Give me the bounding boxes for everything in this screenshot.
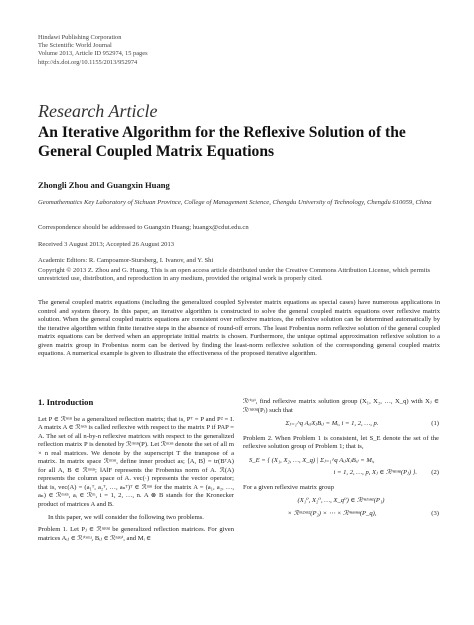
right-column	[243, 398, 439, 524]
header-line: Volume 2013, Article ID 952974, 15 pages	[38, 50, 148, 58]
correspondence: Correspondence should be addressed to Guangxin Huang; huangx@cdut.edu.cn	[38, 224, 249, 231]
equation-body: × ℛʳⁿ²ˣⁿ²(P₂) × ⋯ × ℛʳⁿᵠˣⁿᵠ(P_q),	[287, 509, 377, 517]
left-column	[38, 398, 234, 547]
equation-number: (1)	[431, 420, 439, 428]
authors: Zhongli Zhou and Guangxin Huang	[38, 180, 170, 190]
abstract: The general coupled matrix equations (including the generalized coupled Sylvester matrix equations as special cases) have numerous applications in control and system theory. In this paper, an iterative algorithm is constructed to solve the general coupled matrix equations over reflexive matrix solution. When the general coupled matrix equations are consistent over reflexive matrices, the reflexive solution can be determined automatically by the iterative algorithm within finite iterative steps in the absence of round-off errors. The least Frobenius norm reflexive solution of the general coupled matrix equations can be derived when an appropriate initial matrix is chosen. Furthermore, the unique optimal approximation reflexive solution to a given matrix group in Frobenius norm can be derived by finding the least-norm reflexive solution of the corresponding general coupled matrix equations. A numerical example is given to illustrate the effectiveness of the proposed iterative algorithm.	[38, 299, 440, 358]
paragraph: For a given reflexive matrix group	[243, 483, 335, 491]
affiliation: Geomathematics Key Laboratory of Sichuan Province, College of Management Science, Chengdu University of Technology, Chengdu 610059, China	[38, 199, 432, 206]
paragraph: Let P ∈ ℛⁿˣⁿ be a generalized reflection matrix; that is, Pᵀ = P and P² = I. A matrix A ∈ ℛⁿˣⁿ is called reflexive with respect to the matrix P if PAP = A. The set of all n-by-n reflexive matrices with respect to the generalized reflection matrix P is denoted by ℛʳⁿˣⁿ(P). Let ℛᵐˣⁿ denote the set of all m × n real matrices. We denote by the superscript T the transpose of a matrix. In matrix space ℛᵐˣⁿ, define inner product as; ⟨A, B⟩ = tr(BᵀA) for all A, B ∈ ℛᵐˣⁿ; ‖A‖F represents the Frobenius norm of A. ℛ(A) represents the column space of A. vec(·) represents the vector operator; that is, vec(A) = (a₁ᵀ, a₂ᵀ, …, aₙᵀ)ᵀ ∈ ℛᵐⁿ for the matrix A = (a₁, a₂, …, aₙ) ∈ ℛᵐˣⁿ, aᵢ ∈ ℛᵐ, i = 1, 2, …, n. A ⊗ B stands for the Kronecker product of matrices A and B.	[38, 415, 234, 509]
equation-2	[243, 457, 439, 478]
equation-body: S_E = { (X₁, X₂, …, X_q) | Σⱼ₌₁^q AᵢⱼXⱼBᵢⱼ = Mᵢ,	[249, 456, 375, 464]
section-heading: 1. Introduction	[38, 397, 94, 407]
header-line: Hindawi Publishing Corporation	[38, 34, 122, 41]
paragraph: Problem 1. Let Pⱼ ∈ ℛⁿʲˣⁿʲ be generalized reflection matrices. For given matrices Aᵢⱼ ∈ ℛʳⁱˣᵐʲ, Bᵢⱼ ∈ ℛⁿʲˣˢⁱ, and Mᵢ ∈	[38, 526, 234, 542]
equation-body: Σⱼ₌₁^q AᵢⱼXⱼBᵢⱼ = Mᵢ, i = 1, 2, …, p.	[285, 420, 379, 428]
academic-editors: Academic Editors: R. Campoamor-Stursberg, I. Ivanov, and Y. Shi	[38, 257, 214, 264]
equation-1	[243, 420, 439, 429]
dates: Received 3 August 2013; Accepted 26 August 2013	[38, 241, 175, 248]
equation-body: i = 1, 2, …, p, Xⱼ ∈ ℛʳⁿʲˣⁿʲ(Pⱼ) }.	[333, 469, 417, 477]
equation-body: (X₁⁰, X₂⁰, …, X_q⁰) ∈ ℛʳⁿ¹ˣⁿ¹(P₁)	[297, 497, 385, 505]
equation-number: (3)	[431, 509, 439, 517]
doi-link[interactable]: http://dx.doi.org/10.1155/2013/952974	[38, 58, 138, 66]
equation-number: (2)	[431, 469, 439, 477]
paragraph: In this paper, we will consider the following two problems.	[48, 513, 204, 521]
paragraph: ℛʳⁱˣˢⁱ, find reflexive matrix solution group (X₁, X₂, …, X_q) with Xⱼ ∈ ℛʳⁿʲˣⁿʲ(Pⱼ) such that	[243, 398, 439, 414]
header-line: The Scientific World Journal	[38, 42, 112, 50]
copyright: Copyright © 2013 Z. Zhou and G. Huang. This is an open access article distributed under the Creative Commons Attribution License, which permits unrestricted use, distribution, and reproduction in any medium, provided the original work is properly cited.	[38, 267, 431, 283]
equation-3	[243, 497, 439, 518]
paper-title: An Iterative Algorithm for the Reflexive Solution of the General Coupled Matrix Equations	[38, 124, 406, 160]
journal-header	[38, 34, 148, 67]
article-type: Research Article	[38, 101, 158, 121]
paragraph: Problem 2. When Problem 1 is consistent, let S_E denote the set of the reflexive solution group of Problem 1; that is,	[243, 434, 439, 451]
